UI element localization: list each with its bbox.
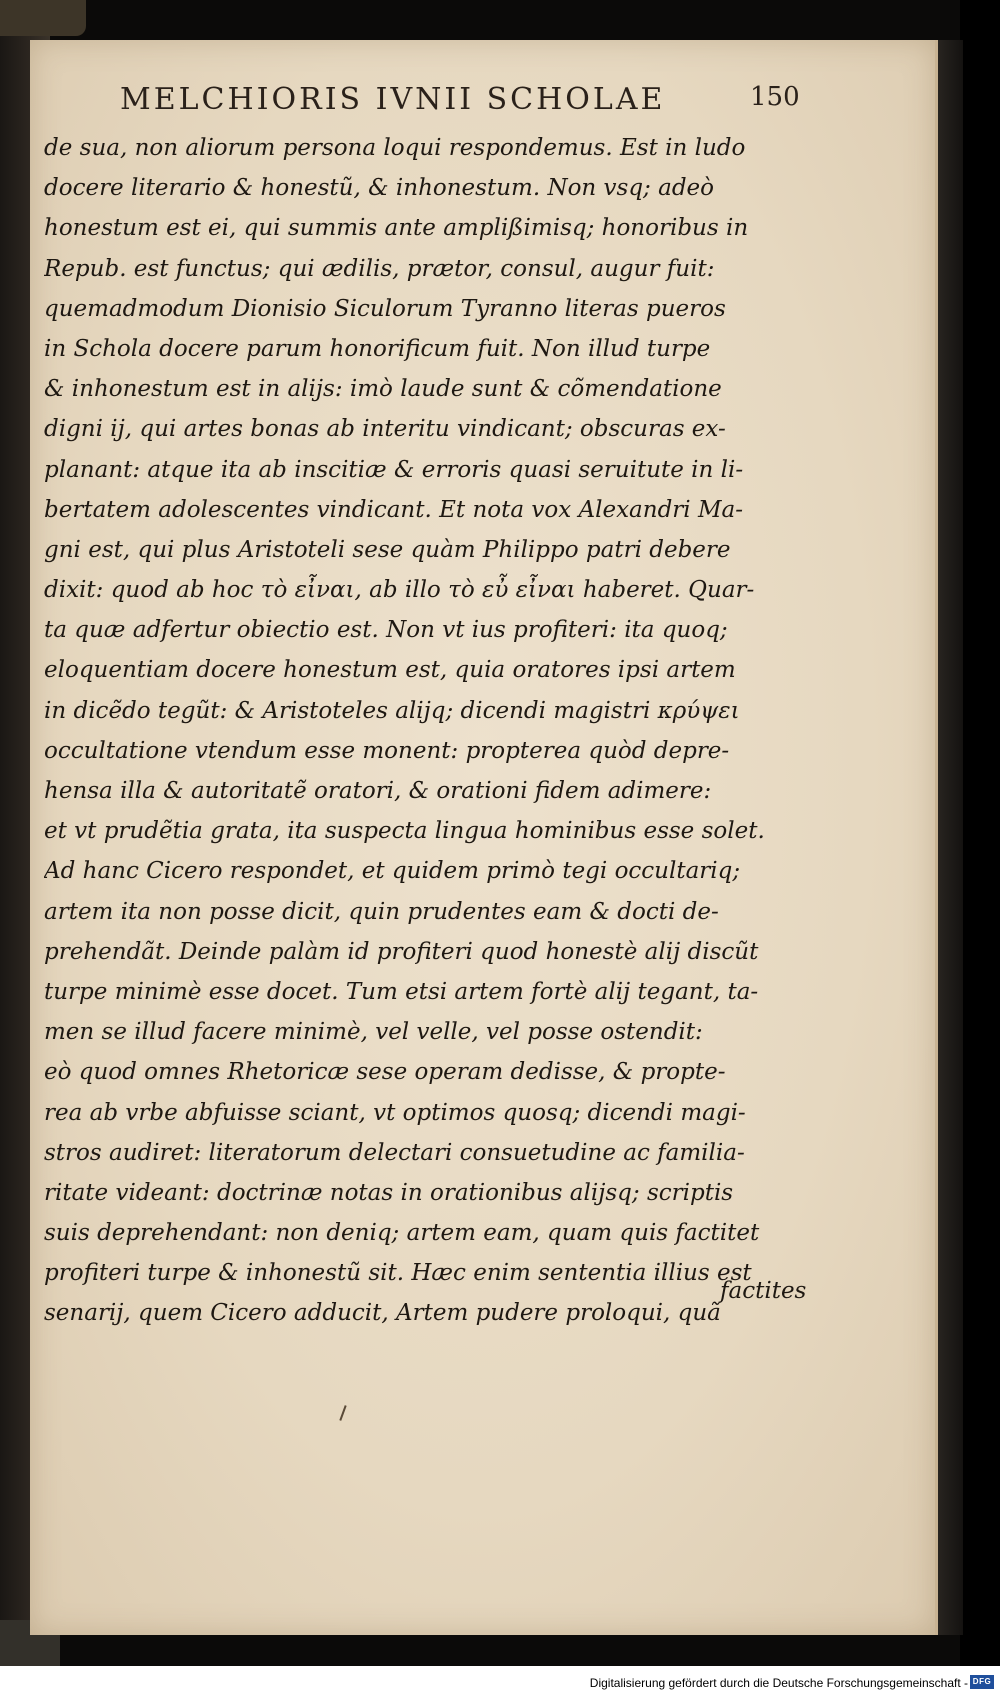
text-line: artem ita non posse dicit, quin prudentes eam & docti de- bbox=[44, 898, 719, 925]
text-line: et vt prudẽtia grata, ita suspecta lingua hominibus esse solet. bbox=[44, 818, 765, 845]
text-line: quemadmodum Dionisio Siculorum Tyranno literas pueros bbox=[44, 295, 726, 322]
text-line: in dicẽdo tegũt: & Aristoteles alijq; dicendi magistri κρύψει bbox=[44, 697, 740, 724]
text-line: stros audiret: literatorum delectari consuetudine ac familia- bbox=[44, 1139, 745, 1166]
text-line: planant: atque ita ab inscitiæ & erroris quasi seruitute in li- bbox=[44, 456, 744, 483]
text-line: digni ij, qui artes bonas ab interitu vindicant; obscuras ex- bbox=[44, 416, 726, 443]
text-line: turpe minimè esse docet. Tum etsi artem fortè alij tegant, ta- bbox=[44, 978, 759, 1005]
text-line: in Schola docere parum honorificum fuit. Non illud turpe bbox=[44, 335, 711, 362]
text-line: & inhonestum est in alijs: imò laude sunt & cõmendatione bbox=[44, 376, 722, 403]
text-line: profiteri turpe & inhonestũ sit. Hæc enim sententia illius est bbox=[44, 1260, 752, 1287]
catchword: factites bbox=[720, 1278, 807, 1304]
funding-credit: Digitalisierung gefördert durch die Deutsche Forschungsgemeinschaft - bbox=[589, 1676, 968, 1690]
text-line: Repub. est functus; qui ædilis, prætor, consul, augur fuit: bbox=[44, 255, 715, 282]
text-line: eloquentiam docere honestum est, quia oratores ipsi artem bbox=[44, 657, 736, 684]
page-edge-shadow bbox=[935, 40, 963, 1635]
text-line: occultatione vtendum esse monent: propterea quòd depre- bbox=[44, 737, 730, 764]
text-line: gni est, qui plus Aristoteli sese quàm Philippo patri debere bbox=[44, 536, 731, 563]
text-line: bertatem adolescentes vindicant. Et nota vox Alexandri Ma- bbox=[44, 496, 743, 523]
folio-number: 150 bbox=[750, 82, 800, 112]
body-text bbox=[44, 128, 784, 1334]
book-page bbox=[30, 40, 938, 1635]
text-line: suis deprehendant: non deniq; artem eam, quam quis factitet bbox=[44, 1220, 760, 1247]
corner-mark bbox=[0, 0, 86, 36]
dfg-logo-icon: DFG bbox=[970, 1675, 994, 1689]
text-line: ta quæ adfertur obiectio est. Non vt ius profiteri: ita quoq; bbox=[44, 617, 728, 644]
text-line: senarij, quem Cicero adducit, Artem pudere proloqui, quã bbox=[44, 1300, 721, 1327]
text-line: eò quod omnes Rhetoricæ sese operam dedisse, & propte- bbox=[44, 1059, 726, 1086]
text-line: hensa illa & autoritatẽ oratori, & orationi fidem adimere: bbox=[44, 778, 712, 804]
running-head: MELCHIORIS IVNII SCHOLAE bbox=[120, 82, 666, 117]
text-line: rea ab vrbe abfuisse sciant, vt optimos quosq; dicendi magi- bbox=[44, 1099, 746, 1126]
text-line: honestum est ei, qui summis ante amplißimisq; honoribus in bbox=[44, 215, 749, 242]
text-line: dixit: quod ab hoc τὸ εἶναι, ab illo τὸ εὖ εἶναι haberet. Quar- bbox=[44, 577, 755, 604]
text-line: men se illud facere minimè, vel velle, vel posse ostendit: bbox=[44, 1019, 703, 1046]
text-line: Ad hanc Cicero respondet, et quidem primò tegi occultariq; bbox=[44, 858, 741, 885]
text-line: ritate videant: doctrinæ notas in orationibus alijsq; scriptis bbox=[44, 1179, 734, 1206]
footer-bar bbox=[0, 1666, 1000, 1700]
text-line: de sua, non aliorum persona loqui respondemus. Est in ludo bbox=[44, 135, 746, 161]
background-strip bbox=[960, 0, 1000, 1700]
text-line: prehendãt. Deinde palàm id profiteri quod honestè alij discũt bbox=[44, 938, 759, 965]
text-line: docere literario & honestũ, & inhonestum. Non vsq; adeò bbox=[44, 175, 715, 202]
